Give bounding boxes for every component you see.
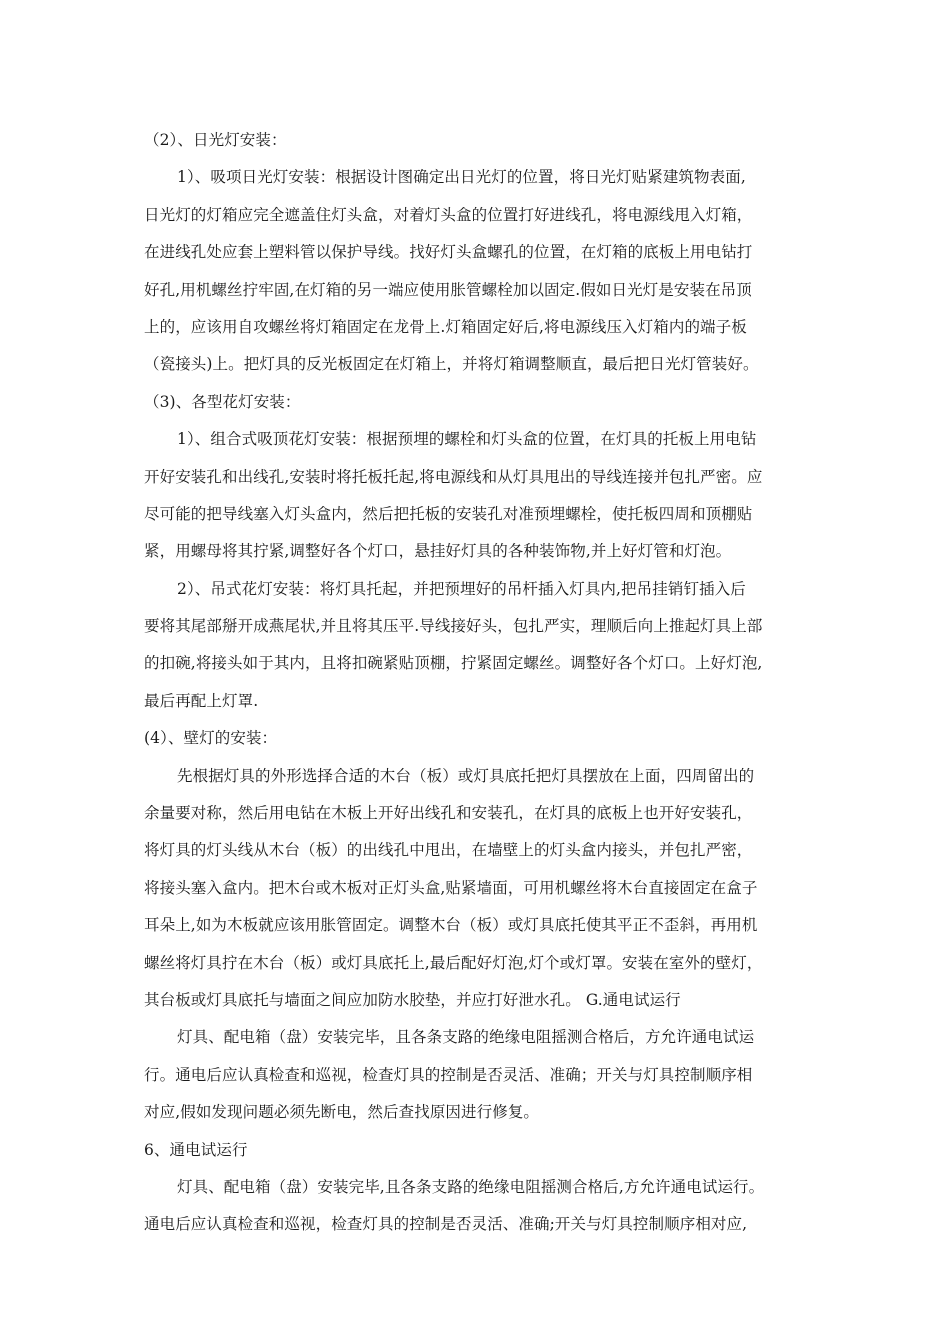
text-line: 耳朵上,如为木板就应该用胀管固定。调整木台（板）或灯具底托使其平正不歪斜，再用机 — [144, 916, 758, 935]
text-line: 上的，应该用自攻螺丝将灯箱固定在龙骨上.灯箱固定好后,将电源线压入灯箱内的端子板 — [144, 317, 747, 336]
document-body — [144, 122, 809, 1244]
paragraph-first-line: 1）、吸项日光灯安装：根据设计图确定出日光灯的位置，将日光灯贴紧建筑物表面, — [177, 168, 746, 187]
text-line: 将灯具的灯头线从木台（板）的出线孔中甩出，在墙壁上的灯头盒内接头，并包扎严密， — [144, 841, 753, 860]
paragraph-first-line: 灯具、配电箱（盘）安装完毕，且各条支路的绝缘电阻摇测合格后，方允许通电试运 — [177, 1028, 755, 1047]
paragraph-first-line: 先根据灯具的外形选择合适的木台（板）或灯具底托把灯具摆放在上面，四周留出的 — [177, 766, 755, 785]
text-line: 好孔,用机螺丝拧牢固,在灯箱的另一端应使用胀管螺栓加以固定.假如日光灯是安装在吊顶 — [144, 280, 752, 299]
text-line: 6、通电试运行 — [144, 1140, 248, 1159]
text-line: 行。通电后应认真检查和巡视，检查灯具的控制是否灵活、准确；开关与灯具控制顺序相 — [144, 1065, 753, 1084]
text-line: （3)、各型花灯安装： — [144, 392, 301, 411]
text-line: 在进线孔处应套上塑料管以保护导线。找好灯头盒螺孔的位置，在灯箱的底板上用电钻打 — [144, 243, 753, 262]
text-line: 对应,假如发现问题必须先断电，然后查找原因进行修复。 — [144, 1103, 540, 1122]
text-line: 的扣碗,将接头如于其内，且将扣碗紧贴顶棚，拧紧固定螺丝。调整好各个灯口。上好灯泡, — [144, 654, 763, 673]
text-line: 将接头塞入盒内。把木台或木板对正灯头盒,贴紧墙面，可用机螺丝将木台直接固定在盒子 — [144, 878, 758, 897]
text-line: (4）、壁灯的安装： — [144, 729, 278, 748]
text-line: 其台板或灯具底托与墙面之间应加防水胶垫，并应打好泄水孔。 G.通电试运行 — [144, 990, 681, 1009]
text-line: 螺丝将灯具拧在木台（板）或灯具底托上,最后配好灯泡,灯个或灯罩。安装在室外的壁灯， — [144, 953, 763, 972]
text-line: 紧，用螺母将其拧紧,调整好各个灯口，悬挂好灯具的各种装饰物,并上好灯管和灯泡。 — [144, 542, 732, 561]
text-line: 尽可能的把导线塞入灯头盒内，然后把托板的安装孔对准预埋螺栓，使托板四周和顶棚贴 — [144, 504, 753, 523]
text-line: 余量要对称，然后用电钻在木板上开好出线孔和安装孔，在灯具的底板上也开好安装孔， — [144, 804, 753, 823]
text-line: 开好安装孔和出线孔,安装时将托板托起,将电源线和从灯具甩出的导线连接并包扎严密。应 — [144, 467, 763, 486]
text-line: （瓷接头)上。把灯具的反光板固定在灯箱上，并将灯箱调整顺直，最后把日光灯管装好。 — [144, 355, 759, 374]
paragraph-first-line: 1）、组合式吸顶花灯安装：根据预埋的螺栓和灯头盒的位置，在灯具的托板上用电钻 — [177, 430, 757, 449]
text-line: 通电后应认真检查和巡视，检查灯具的控制是否灵活、准确;开关与灯具控制顺序相对应, — [144, 1215, 748, 1234]
text-line: （2）、日光灯安装： — [144, 131, 287, 149]
paragraph-first-line: 灯具、配电箱（盘）安装完毕,且各条支路的绝缘电阻摇测合格后,方允许通电试运行。 — [177, 1177, 765, 1196]
text-line: 最后再配上灯罩. — [144, 691, 259, 710]
text-line: 要将其尾部掰开成燕尾状,并且将其压平.导线接好头，包扎严实，理顺后向上推起灯具上部 — [144, 617, 763, 636]
text-line: 日光灯的灯箱应完全遮盖住灯头盒，对着灯头盒的位置打好进线孔，将电源线甩入灯箱， — [144, 205, 753, 224]
paragraph-first-line: 2）、吊式花灯安装：将灯具托起，并把预埋好的吊杆插入灯具内,把吊挂销钉插入后 — [177, 579, 746, 598]
